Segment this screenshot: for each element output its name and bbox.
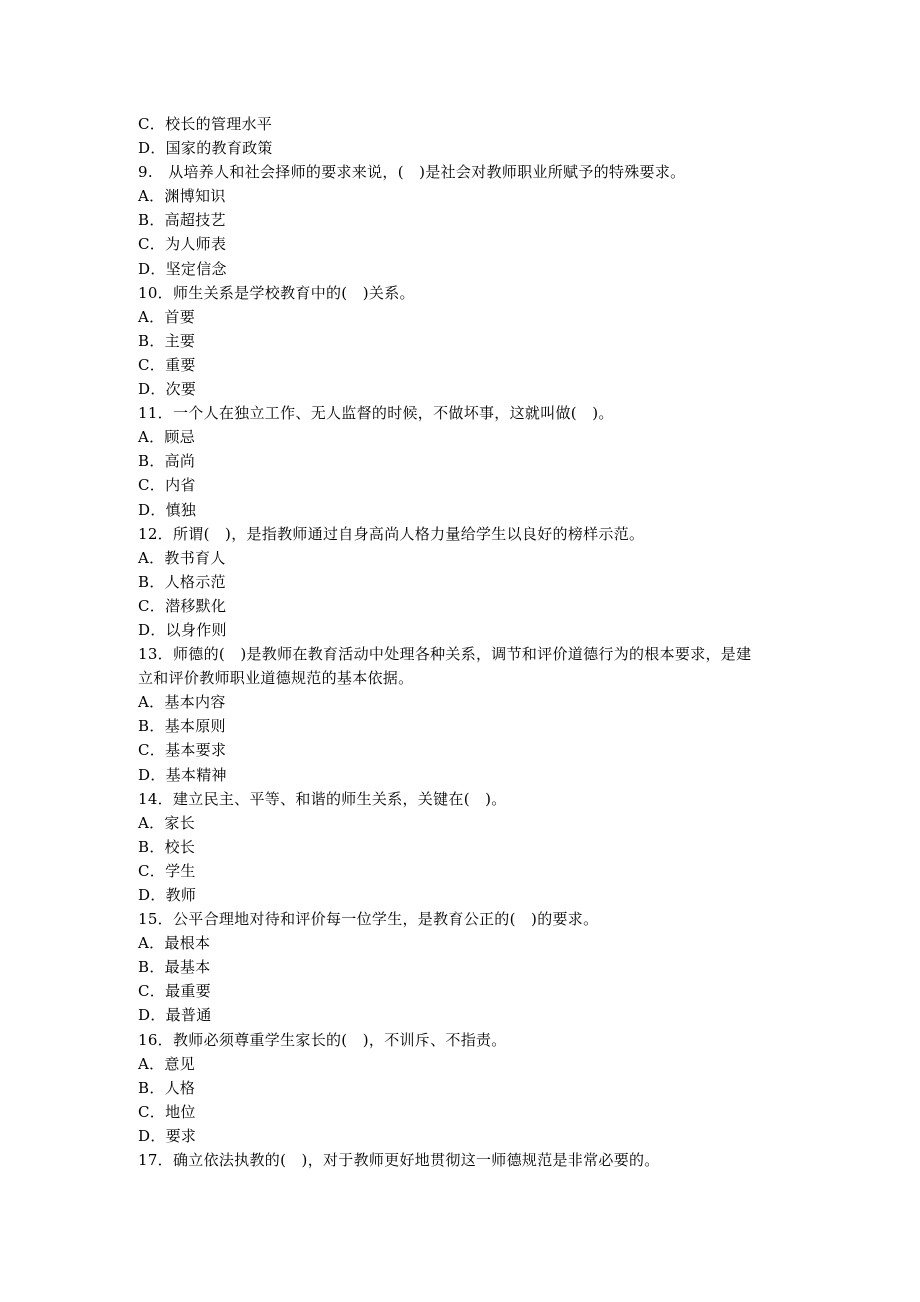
question-line: 9. 从培养人和社会择师的要求来说，( )是社会对教师职业所赋予的特殊要求。 bbox=[138, 163, 686, 182]
option-line: A．基本内容 bbox=[138, 693, 226, 712]
option-line: C．重要 bbox=[138, 355, 196, 374]
option-line: D．坚定信念 bbox=[138, 259, 227, 278]
option-line: B．人格 bbox=[138, 1078, 196, 1097]
option-line: C．内省 bbox=[138, 476, 196, 495]
question-line-continued: 立和评价教师职业道德规范的基本依据。 bbox=[138, 669, 414, 688]
option-line: B．主要 bbox=[138, 331, 196, 350]
option-line: D．要求 bbox=[138, 1126, 197, 1145]
option-line: C．学生 bbox=[138, 861, 196, 880]
option-line: A．家长 bbox=[138, 813, 196, 832]
option-line: A．最根本 bbox=[138, 934, 211, 953]
option-line: D．基本精神 bbox=[138, 765, 227, 784]
option-line: D．教师 bbox=[138, 886, 197, 904]
option-line: D．次要 bbox=[138, 380, 197, 399]
question-line: 16．教师必须尊重学生家长的( )，不训斥、不指责。 bbox=[138, 1030, 507, 1049]
option-line: C．地位 bbox=[138, 1102, 196, 1121]
option-line: A．渊博知识 bbox=[138, 187, 226, 206]
option-line: B．高超技艺 bbox=[138, 211, 226, 230]
option-line: B．基本原则 bbox=[138, 717, 226, 736]
option-line: D．国家的教育政策 bbox=[138, 139, 273, 158]
option-line: B．校长 bbox=[138, 837, 196, 856]
question-line: 10．师生关系是学校教育中的( )关系。 bbox=[138, 283, 415, 302]
option-line: B．高尚 bbox=[138, 452, 196, 471]
option-line: A．教书育人 bbox=[138, 548, 226, 567]
option-line: C．校长的管理水平 bbox=[138, 115, 273, 133]
option-line: C．最重要 bbox=[138, 982, 211, 1001]
option-line: A．首要 bbox=[138, 307, 196, 326]
question-line: 12．所谓( )，是指教师通过自身高尚人格力量给学生以良好的榜样示范。 bbox=[138, 524, 645, 543]
question-line: 17．确立依法执教的( )，对于教师更好地贯彻这一师德规范是非常必要的。 bbox=[138, 1151, 660, 1170]
option-line: C．潜移默化 bbox=[138, 596, 227, 615]
option-line: B．最基本 bbox=[138, 958, 211, 977]
option-line: D．慎独 bbox=[138, 500, 197, 519]
question-line: 15．公平合理地对待和评价每一位学生，是教育公正的( )的要求。 bbox=[138, 910, 599, 929]
option-line: A．顾忌 bbox=[138, 428, 196, 447]
option-line: B．人格示范 bbox=[138, 572, 226, 591]
option-line: C．基本要求 bbox=[138, 741, 227, 760]
option-line: A．意见 bbox=[138, 1054, 196, 1073]
question-line: 13．师德的( )是教师在教育活动中处理各种关系，调节和评价道德行为的根本要求，是建 bbox=[138, 645, 752, 664]
question-line: 14．建立民主、平等、和谐的师生关系，关键在( )。 bbox=[138, 789, 507, 808]
question-line: 11．一个人在独立工作、无人监督的时候，不做坏事，这就叫做( )。 bbox=[138, 404, 614, 423]
option-line: D．以身作则 bbox=[138, 620, 227, 639]
option-line: D．最普通 bbox=[138, 1006, 212, 1025]
option-line: C．为人师表 bbox=[138, 235, 227, 254]
document-page bbox=[138, 112, 798, 1172]
